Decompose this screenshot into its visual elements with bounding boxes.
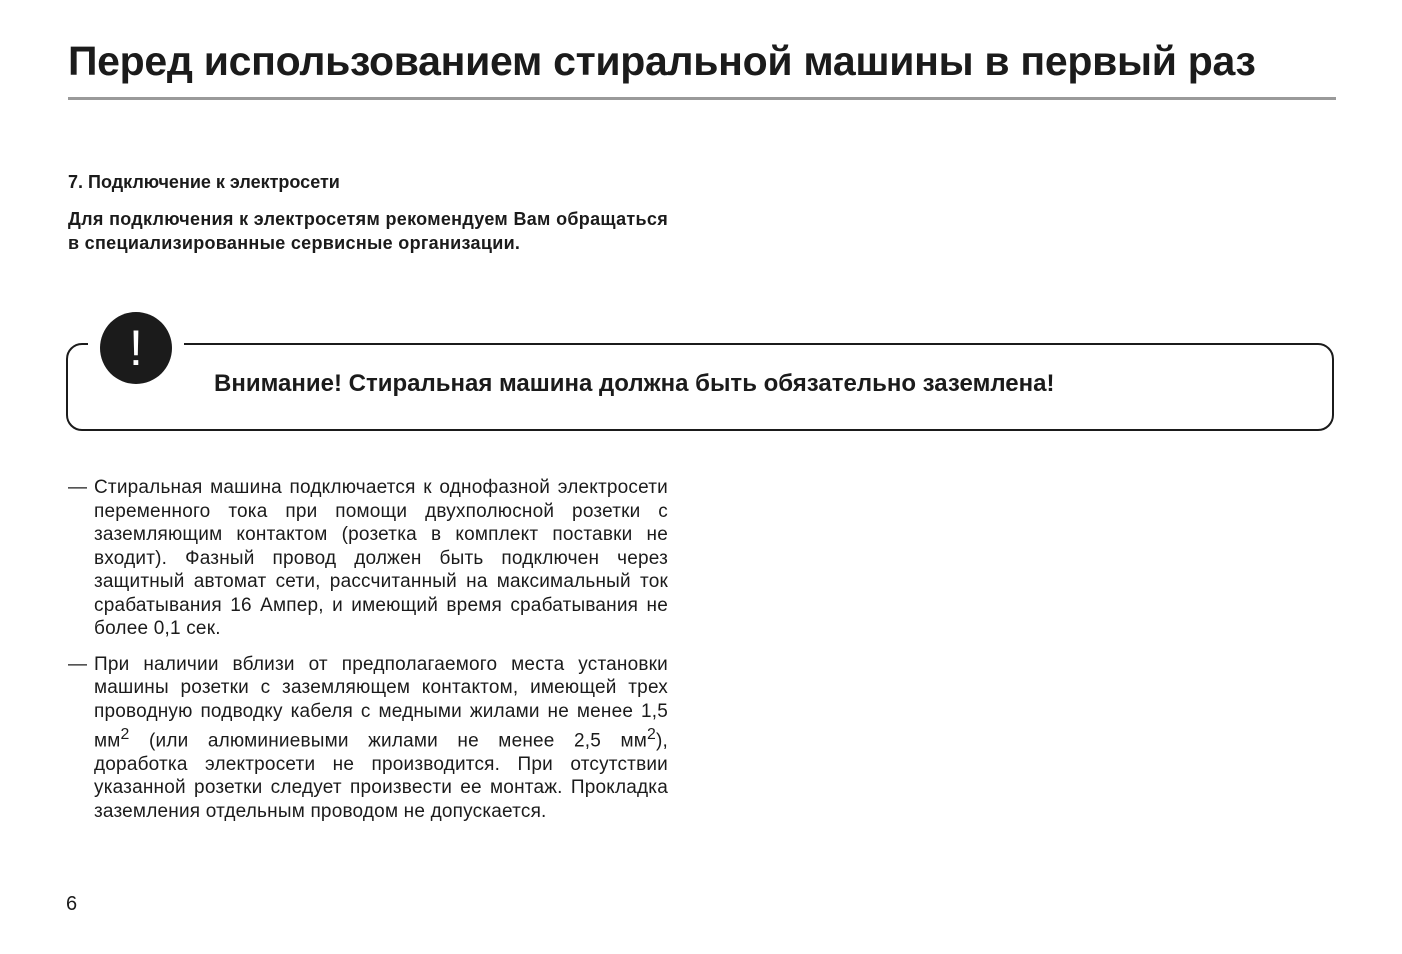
exclamation-icon (100, 312, 172, 384)
section-heading: 7. Подключение к электросети (68, 172, 340, 192)
bullet-dash: — (68, 477, 87, 498)
section-intro: Для подключения к электросетям рекомендуем Вам обращаться в специализированные сервисные организации. (68, 209, 668, 253)
bullet-text-part: ), доработка электросети не производится. При отсутствии указанной розетки следует произвести ее монтаж. Прокладка заземления отдельным проводом не допускается. (94, 730, 668, 822)
list-item (68, 653, 668, 824)
list-item (68, 476, 668, 641)
bullet-list (68, 476, 668, 835)
superscript: 2 (646, 726, 656, 743)
bullet-text: Стиральная машина подключается к однофазной электросети переменного тока при помощи двухполюсной розетки с заземляющим контактом (розетка в комплект поставки не входит). Фазный провод должен быть подключен через защитный автомат сети, рассчитанный на максимальный ток срабатывания 16 Ампер, и имеющий время срабатывания не более 0,1 сек. (94, 477, 668, 639)
warning-text: Внимание! Стиральная машина должна быть обязательно заземлена! (214, 370, 1055, 397)
exclamation-symbol: ! (129, 320, 143, 376)
superscript: 2 (120, 726, 130, 743)
bullet-text-part: При наличии вблизи от предполагаемого места установки машины розетки с заземляющем контактом, имеющей трех проводную подводку кабеля с медными жилами не менее 1,5 мм (94, 653, 668, 752)
title-divider (68, 97, 1336, 100)
bullet-text-part: (или алюминиевыми жилами не менее 2,5 мм (129, 730, 647, 752)
bullet-text (94, 653, 668, 824)
page-title: Перед использованием стиральной машины в первый раз (68, 38, 1256, 84)
page-number: 6 (66, 893, 78, 915)
bullet-dash: — (68, 653, 87, 675)
